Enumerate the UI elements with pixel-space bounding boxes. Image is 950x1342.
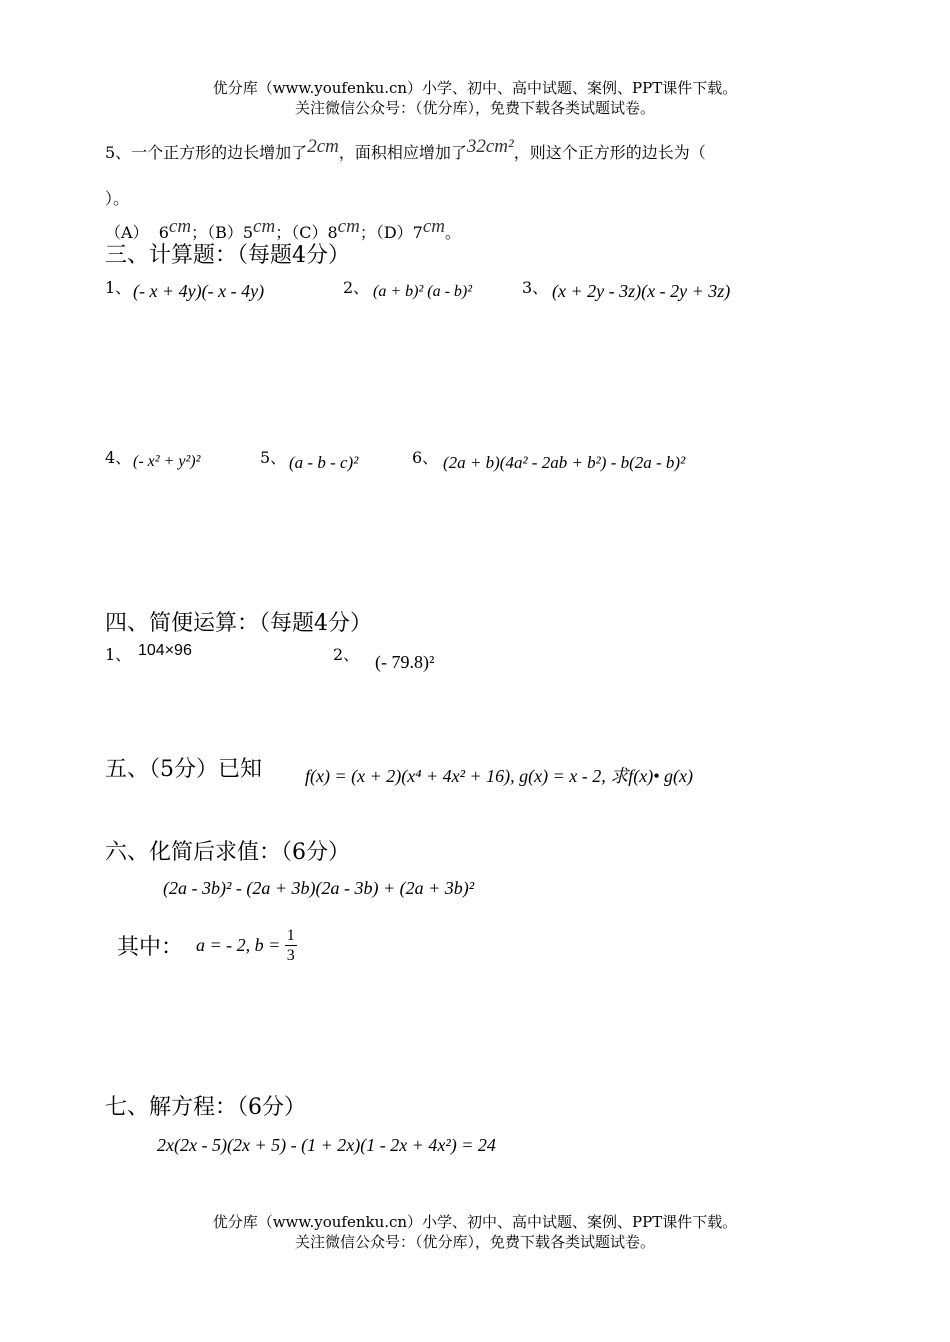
- calc-3-number: 3、: [522, 278, 549, 297]
- option-label: （B）: [207, 223, 243, 242]
- calc-2-number: 2、: [343, 278, 370, 297]
- option-sep: ；: [275, 223, 292, 242]
- question-5: [105, 136, 706, 163]
- calc-6-expr: (2a + b)(4a² - 2ab + b²) - b(2a - b)²: [443, 453, 686, 472]
- simple-1-number: 1、: [105, 645, 132, 664]
- option-label: （C）: [291, 223, 328, 242]
- option-value: 5: [242, 223, 254, 242]
- option-sep: 。: [445, 223, 462, 242]
- option-value: 6: [158, 223, 169, 242]
- option-unit: cm: [168, 216, 192, 237]
- footer-line-2: 关注微信公众号：（优分库），免费下载各类试题试卷。: [294, 1233, 655, 1251]
- option-unit: cm: [337, 216, 360, 237]
- question-5-close: ）。: [105, 189, 130, 208]
- section-7-expr: 2x(2x - 5)(2x + 5) - (1 + 2x)(1 - 2x + 4x²) = 24: [157, 1135, 496, 1155]
- calc-5-number: 5、: [260, 448, 287, 467]
- section-3-title: 三、计算题：（每题4分）: [105, 243, 350, 268]
- option-value: 8: [327, 223, 338, 242]
- section-6-condition-label: 其中：: [117, 935, 184, 960]
- question-5-text-a: 5、一个正方形的边长增加了: [105, 143, 308, 162]
- section-7-title: 七、解方程：（6分）: [105, 1095, 306, 1120]
- calc-4-expr: (- x² + y²)²: [133, 453, 201, 470]
- fraction-denominator: 3: [286, 947, 295, 964]
- header-line-2: 关注微信公众号：（优分库），免费下载各类试题试卷。: [294, 99, 655, 117]
- question-5-text-b: ，面积相应增加了: [338, 143, 467, 162]
- section-4-title: 四、简便运算：（每题4分）: [105, 611, 372, 636]
- calc-4-number: 4、: [105, 448, 132, 467]
- header-line-1: 优分库（www.youfenku.cn）小学、初中、高中试题、案例、PPT课件下载。: [212, 79, 738, 97]
- condition-expr: a = - 2, b =: [196, 935, 281, 955]
- section-6-title: 六、化简后求值：（6分）: [105, 840, 350, 865]
- footer-line-1: 优分库（www.youfenku.cn）小学、初中、高中试题、案例、PPT课件下载。: [212, 1213, 738, 1231]
- option-unit: cm: [253, 216, 276, 237]
- section-6-expr: (2a - 3b)² - (2a + 3b)(2a - 3b) + (2a + 3b)²: [163, 878, 475, 898]
- calc-1-number: 1、: [105, 278, 132, 297]
- option-value: 7: [412, 223, 423, 242]
- section-5-expr: f(x) = (x + 2)(x⁴ + 4x² + 16), g(x) = x - 2, 求f(x)• g(x): [305, 766, 694, 786]
- option-label: （D）: [375, 223, 413, 242]
- section-6-condition: [196, 926, 297, 965]
- option-sep: ；: [359, 223, 376, 242]
- calc-2-expr: (a + b)² (a - b)²: [373, 283, 473, 300]
- simple-2-number: 2、: [333, 645, 360, 664]
- calc-5-expr: (a - b - c)²: [289, 453, 359, 472]
- calc-3-expr: (x + 2y - 3z)(x - 2y + 3z): [552, 281, 731, 301]
- question-5-expr-a: 2cm: [307, 136, 339, 157]
- question-5-text-c: ，则这个正方形的边长为（: [513, 143, 706, 162]
- option-d: [375, 216, 462, 242]
- fraction-one-third: [285, 926, 297, 965]
- question-5-expr-b: 32cm²: [466, 136, 514, 157]
- section-5-title: 五、（5分）已知: [105, 757, 262, 782]
- option-unit: cm: [422, 216, 446, 237]
- option-sep: ；: [191, 223, 208, 242]
- simple-2-expr: (- 79.8)²: [375, 652, 435, 672]
- option-label: （A）: [105, 223, 149, 242]
- simple-1-expr: 104×96: [138, 642, 192, 659]
- calc-6-number: 6、: [412, 448, 439, 467]
- calc-1-expr: (- x + 4y)(- x - 4y): [133, 281, 265, 301]
- fraction-numerator: 1: [286, 927, 295, 944]
